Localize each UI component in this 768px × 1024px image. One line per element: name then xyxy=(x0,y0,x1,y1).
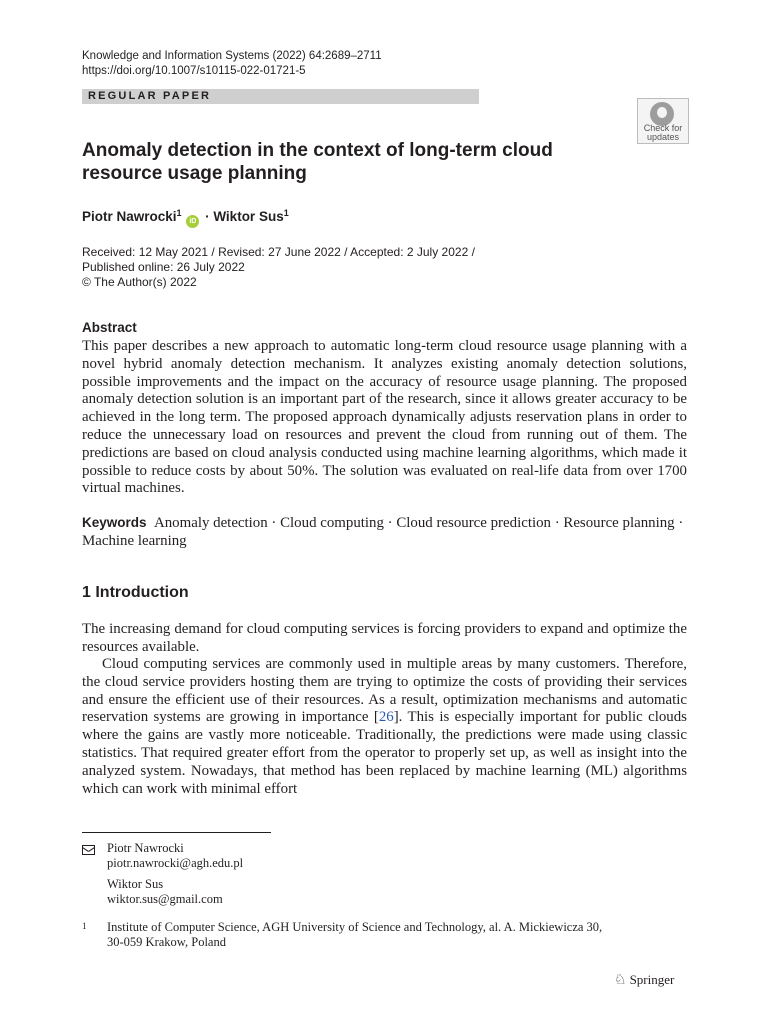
affiliation-number: 1 xyxy=(82,921,87,931)
publisher-name: Springer xyxy=(629,972,675,987)
intro-paragraph-2 xyxy=(82,656,687,798)
paper-title-line1: Anomaly detection in the context of long-term cloud xyxy=(82,140,553,161)
author-name[interactable]: Piotr Nawrocki xyxy=(82,209,177,224)
check-updates-line1: Check for xyxy=(643,123,683,133)
abstract-text: This paper describes a new approach to automatic long-term cloud resource usage planning with a novel hybrid anomaly detection mechanism. It analyzes existing anomaly detection solutions, possible improvements and the impact on the accuracy of resource usage planning. The proposed anomaly detection solution is an important part of the research, since it allows greater accuracy to be achieved in the long term. The proposed approach dynamically adjusts reservation plans in order to reduce the unnecessary load on resources and prevent the cloud from running out of them. The predictions are based on cloud analysis conducted using machine learning algorithms, which made it possible to reduce costs by about 50%. The solution was evaluated on real-life data from over 1700 virtual machines. xyxy=(82,338,687,497)
paper-title-line2: resource usage planning xyxy=(82,163,307,184)
intro-paragraph-2-text: ]. This is especially important for public clouds where the gains are vastly more noticeable. Traditionally, the predictions were made using classic statistics. That required greater effort from the operator to properly set up, as well as insight into the analyzed system. Nowadays, that method has been replaced by machine learning (ML) algorithms which can work with minimal effort xyxy=(82,709,687,797)
article-type-label: REGULAR PAPER xyxy=(88,90,212,102)
keywords-text: Anomaly detection · Cloud computing · Cloud resource prediction · Resource planning · Machine learning xyxy=(82,515,684,549)
keywords-label: Keywords xyxy=(82,515,147,530)
affiliation-marker: 1 xyxy=(176,208,182,218)
footnote-author-email[interactable]: piotr.nawrocki@agh.edu.pl xyxy=(107,856,244,870)
author-separator: · xyxy=(201,209,214,224)
section-heading-introduction: 1 Introduction xyxy=(82,584,189,601)
affiliation-marker: 1 xyxy=(283,208,289,218)
doi-link[interactable]: https://doi.org/10.1007/s10115-022-01721-5 xyxy=(82,65,306,77)
envelope-icon xyxy=(82,845,95,855)
affiliation-text xyxy=(107,920,602,950)
footnote-author-name: Piotr Nawrocki xyxy=(107,841,184,855)
abstract-heading: Abstract xyxy=(82,320,137,335)
check-for-updates-badge[interactable] xyxy=(637,98,689,144)
footnote-author-name: Wiktor Sus xyxy=(107,877,164,891)
intro-paragraph-2-text: Cloud computing services are commonly used in multiple areas by many customers. Therefore, the cloud service providers hosting them are trying to optimize the costs of providing their services and ensure the efficient use of their resources. As a result, optimization mechanisms and automatic reservation systems are growing in importance [ xyxy=(82,656,687,726)
citation-link[interactable]: 26 xyxy=(378,709,394,726)
journal-citation: Knowledge and Information Systems (2022) 64:2689–2711 xyxy=(82,50,382,62)
article-type-banner xyxy=(82,89,479,104)
copyright: © The Author(s) 2022 xyxy=(82,275,197,289)
published-online: Published online: 26 July 2022 xyxy=(82,260,245,274)
intro-paragraph-1: The increasing demand for cloud computing services is forcing providers to expand and optimize the resources available. xyxy=(82,621,687,655)
orcid-icon[interactable]: iD xyxy=(186,215,199,228)
publisher-logo xyxy=(614,972,674,989)
corresponding-author-info xyxy=(107,841,243,871)
springer-horse-icon: ♘ xyxy=(614,973,627,988)
second-author-info xyxy=(107,877,223,907)
publication-dates xyxy=(82,245,475,290)
footnote-author-email[interactable]: wiktor.sus@gmail.com xyxy=(107,892,223,906)
check-updates-line2: updates xyxy=(646,132,680,142)
author-list xyxy=(82,208,289,228)
affiliation-line: Institute of Computer Science, AGH University of Science and Technology, al. A. Mickiewicza 30, xyxy=(107,920,603,934)
paper-title xyxy=(82,139,642,185)
journal-header xyxy=(82,49,382,79)
keywords-block xyxy=(82,514,687,551)
received-revised-accepted: Received: 12 May 2021 / Revised: 27 June 2022 / Accepted: 2 July 2022 / xyxy=(82,245,475,259)
footnote-divider xyxy=(82,832,271,833)
author-name[interactable]: Wiktor Sus xyxy=(213,209,284,224)
affiliation-line: 30-059 Krakow, Poland xyxy=(107,935,226,949)
